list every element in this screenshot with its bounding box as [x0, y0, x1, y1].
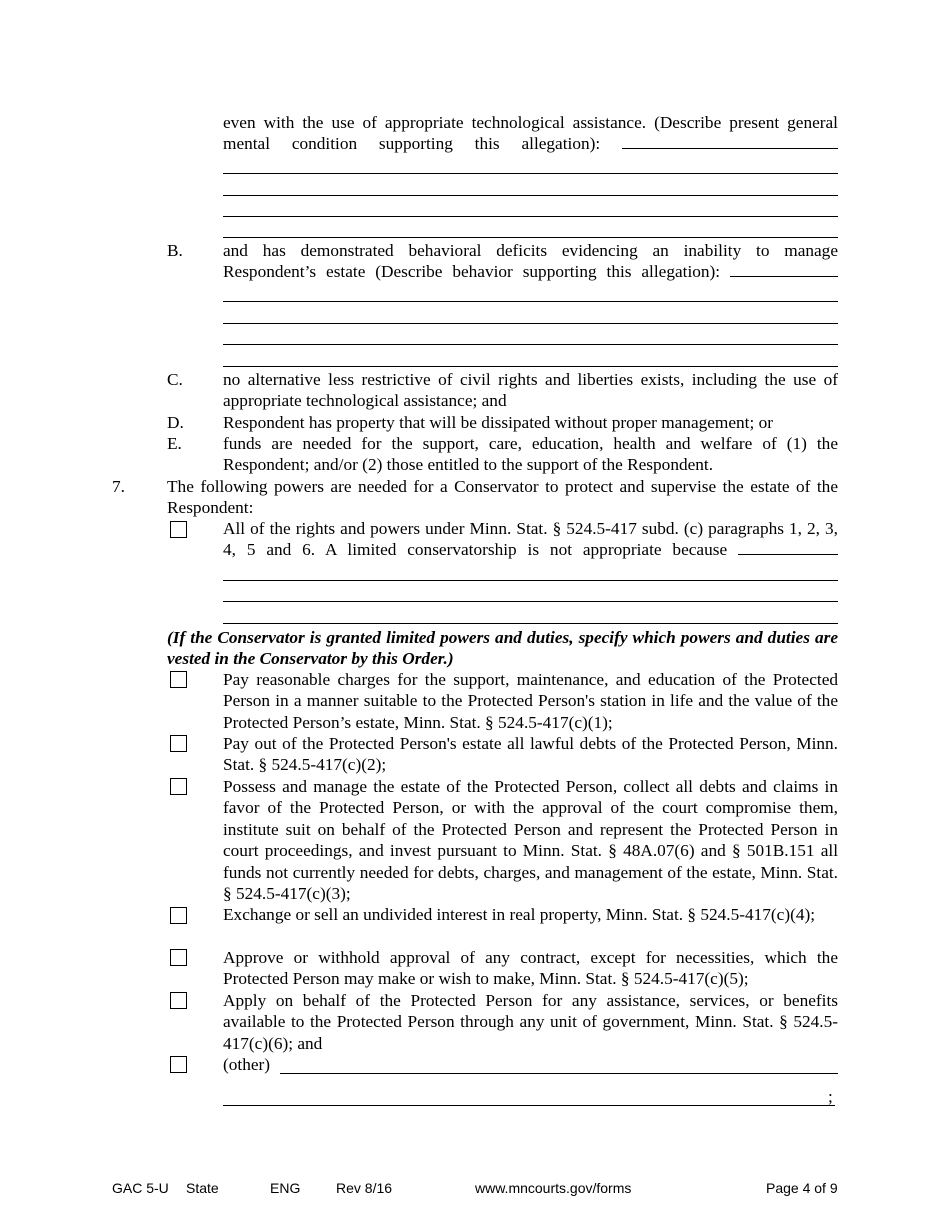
behavior-line-2[interactable]: [223, 323, 838, 324]
power-3-checkbox[interactable]: [170, 778, 187, 795]
power-5-checkbox[interactable]: [170, 949, 187, 966]
other-power-semicolon: ;: [828, 1087, 833, 1106]
behavior-line-1[interactable]: [223, 301, 838, 302]
not-appropriate-reason-field[interactable]: [738, 539, 838, 555]
behavior-line-4[interactable]: [223, 366, 838, 367]
mental-condition-line-3[interactable]: [223, 216, 838, 217]
item-e-label: E.: [167, 434, 182, 453]
footer-revision: Rev 8/16: [336, 1180, 393, 1196]
power-5-text: Approve or withhold approval of any contract, except for necessities, which the Protected Person may make or wish to make, Minn. Stat. § 524.5-417(c)(5);: [223, 948, 838, 989]
allegation-d-text: Respondent has property that will be dissipated without proper management; or: [223, 413, 773, 432]
section-7-intro: The following powers are needed for a Conservator to protect and supervise the estate of the Respondent:: [167, 477, 838, 518]
power-2-checkbox[interactable]: [170, 735, 187, 752]
power-4-checkbox[interactable]: [170, 907, 187, 924]
other-power-checkbox[interactable]: [170, 1056, 187, 1073]
reason-line-1[interactable]: [223, 580, 838, 581]
mental-condition-line-1[interactable]: [223, 173, 838, 174]
footer-form-code: GAC 5-U: [112, 1180, 169, 1196]
power-4-text: Exchange or sell an undivided interest in real property, Minn. Stat. § 524.5-417(c)(4);: [223, 905, 816, 924]
all-powers-text: All of the rights and powers under Minn. Stat. § 524.5-417 subd. (c) paragraphs 1, 2, 3, 4, 5 and 6. A limited conservatorship is not appropriate because: [223, 519, 838, 560]
footer-url[interactable]: www.mncourts.gov/forms: [475, 1180, 632, 1196]
other-power-label: (other): [223, 1055, 271, 1074]
footer-jurisdiction: State: [186, 1180, 219, 1196]
item-c-label: C.: [167, 370, 183, 389]
power-6-checkbox[interactable]: [170, 992, 187, 1009]
power-3-text: Possess and manage the estate of the Protected Person, collect all debts and claims in favor of the Protected Person, or with the approval of the court compromise them, institute suit on behalf of the Protected Person and represent the Protected Person in court proceedings, and invest pursuant to Minn. Stat. § 48A.07(6) and § 501B.151 all funds not currently needed for debts, charges, and management of the estate, Minn. Stat. § 524.5-417(c)(3);: [223, 777, 838, 904]
item-b-label: B.: [167, 241, 183, 260]
item-d-label: D.: [167, 413, 184, 432]
power-1-text: Pay reasonable charges for the support, maintenance, and education of the Protected Person in a manner suitable to the Protected Person's station in life and the value of the Protected Person’s estate, Minn. Stat. § 524.5-417(c)(1);: [223, 670, 838, 732]
power-6-text: Apply on behalf of the Protected Person for any assistance, services, or benefits available to the Protected Person through any unit of government, Minn. Stat. § 524.5-417(c)(6); and: [223, 991, 838, 1053]
allegation-e-text: funds are needed for the support, care, education, health and welfare of (1) the Respondent; and/or (2) those entitled to the support of the Respondent.: [223, 434, 838, 475]
section-7-number: 7.: [112, 477, 125, 496]
power-1-checkbox[interactable]: [170, 671, 187, 688]
other-power-field-line-2[interactable]: [223, 1105, 835, 1106]
allegation-a-text: even with the use of appropriate technological assistance. (Describe present general mental condition supporting this allegation):: [223, 113, 838, 154]
footer-page-number: Page 4 of 9: [766, 1180, 838, 1196]
allegation-c-text: no alternative less restrictive of civil rights and liberties exists, including the use of appropriate technological assistance; and: [223, 370, 838, 411]
power-2-text: Pay out of the Protected Person's estate all lawful debts of the Protected Person, Minn. Stat. § 524.5-417(c)(2);: [223, 734, 838, 775]
all-powers-checkbox[interactable]: [170, 521, 187, 538]
reason-line-3[interactable]: [223, 623, 838, 624]
footer-language: ENG: [270, 1180, 301, 1196]
mental-condition-line-4[interactable]: [223, 237, 838, 238]
mental-condition-field[interactable]: [622, 133, 838, 149]
other-power-field-line-1[interactable]: [280, 1073, 838, 1074]
behavior-field[interactable]: [730, 261, 838, 277]
behavior-line-3[interactable]: [223, 344, 838, 345]
allegation-b-text: and has demonstrated behavioral deficits evidencing an inability to manage Respondent’s estate (Describe behavior supporting this allegation):: [223, 241, 838, 282]
reason-line-2[interactable]: [223, 601, 838, 602]
mental-condition-line-2[interactable]: [223, 195, 838, 196]
limited-powers-note: (If the Conservator is granted limited powers and duties, specify which powers and duties are vested in the Conservator by this Order.): [167, 628, 838, 669]
